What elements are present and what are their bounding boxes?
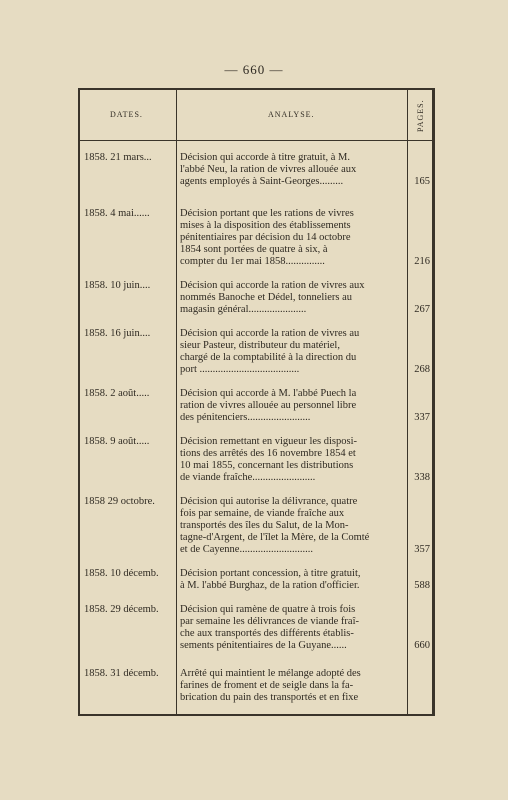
entry-page: 268 [414,364,430,375]
analysis-line: 10 mai 1855, concernant les distributions [180,460,354,471]
analysis-line: Décision remettant en vigueur les disposi- [180,436,357,447]
entry-date: 1858. 16 juin.... [84,328,151,339]
analysis-line: Décision qui autorise la délivrance, quatre [180,496,358,507]
entry-date: 1858. 9 août..... [84,436,150,447]
entry-date: 1858. 29 décemb. [84,604,159,615]
analysis-line: l'abbé Neu, la ration de vivres allouée aux [180,164,357,175]
page-number: — 660 — [224,62,284,77]
entry-analysis [180,328,406,376]
analysis-line: fois par semaine, de viande fraîche aux [180,508,345,519]
analysis-line: Arrêté qui maintient le mélange adopté des [180,668,361,679]
analysis-line: tions des arrêtés des 16 novembre 1854 et [180,448,356,459]
entry-date: 1858 29 octobre. [84,496,155,507]
header-pages: PAGES. [416,99,425,133]
analysis-line: nommés Banoche et Dédel, tonneliers au [180,292,353,303]
analysis-line: farines de froment et de seigle dans la fa- [180,680,354,691]
analysis-line: pénitentiaires par décision du 14 octobre [180,232,351,243]
analysis-line: à M. l'abbé Burghaz, de la ration d'officier. [180,580,360,591]
analysis-line: mises à la disposition des établissements [180,220,351,231]
entry-analysis [180,668,406,704]
analysis-line: de viande fraîche........................ [180,472,316,483]
entry-date: 1858. 31 décemb. [84,668,159,679]
analysis-line: che aux transportés des différents établis- [180,628,354,639]
column-divider-dates [176,90,177,714]
entry-page: 357 [414,544,430,555]
analysis-line: compter du 1er mai 1858............... [180,256,325,267]
entry-analysis [180,568,406,592]
analysis-line: Décision qui ramène de quatre à trois fois [180,604,356,615]
analysis-line: Décision qui accorde à titre gratuit, à M. [180,152,350,163]
index-table [78,88,435,716]
entry-date: 1858. 10 décemb. [84,568,159,579]
analysis-line: transportés des îles du Salut, de la Mon- [180,520,349,531]
analysis-line: tagne-d'Argent, de l'îlet la Mère, de la Comté [180,532,370,543]
entry-date: 1858. 21 mars... [84,152,152,163]
entry-analysis [180,436,406,484]
entry-page: 588 [414,580,430,591]
analysis-line: magasin général...................... [180,304,307,315]
entry-analysis [180,496,406,556]
analysis-line: Décision qui accorde la ration de vivres aux [180,280,365,291]
analysis-line: par semaine les délivrances de viande fraî- [180,616,359,627]
analysis-line: Décision qui accorde la ration de vivres au [180,328,360,339]
analysis-line: et de Cayenne............................ [180,544,313,555]
entry-analysis [180,604,406,652]
entry-analysis [180,208,406,268]
entry-page: 165 [414,176,430,187]
header-rule [80,140,432,141]
analysis-line: sements pénitentiaires de la Guyane...... [180,640,347,651]
header-dates: DATES. [110,110,143,119]
entry-page: 338 [414,472,430,483]
entry-page: 660 [414,640,430,651]
analysis-line: Décision portant concession, à titre gratuit, [180,568,361,579]
analysis-line: sieur Pasteur, distributeur du matériel, [180,340,340,351]
entry-analysis [180,280,406,316]
entry-analysis [180,388,406,424]
analysis-line: ration de vivres allouée au personnel libre [180,400,357,411]
analysis-line: Décision portant que les rations de vivres [180,208,354,219]
entry-page: 216 [414,256,430,267]
analysis-line: brication du pain des transportés et en fixe [180,692,359,703]
entry-date: 1858. 10 juin.... [84,280,151,291]
analysis-line: port ...................................... [180,364,300,375]
entry-date: 1858. 4 mai...... [84,208,150,219]
entry-page: 267 [414,304,430,315]
analysis-line: des pénitenciers........................ [180,412,311,423]
column-divider-pages [407,90,408,714]
analysis-line: chargé de la comptabilité à la direction du [180,352,357,363]
analysis-line: agents employés à Saint-Georges......... [180,176,344,187]
entry-analysis [180,152,406,188]
entry-date: 1858. 2 août..... [84,388,150,399]
analysis-line: Décision qui accorde à M. l'abbé Puech la [180,388,357,399]
header-analyse: ANALYSE. [268,110,315,119]
analysis-line: 1854 sont portées de quatre à six, à [180,244,328,255]
entry-page: 337 [414,412,430,423]
